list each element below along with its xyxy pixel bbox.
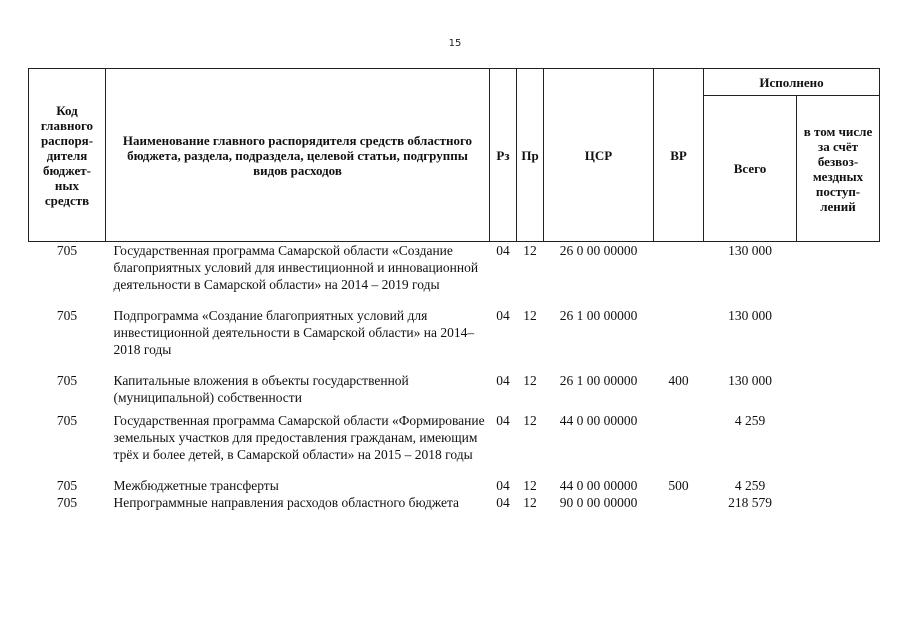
page-number: 15	[448, 38, 462, 49]
cell-total: 130 000	[728, 308, 772, 323]
table-row	[29, 477, 880, 494]
cell-incl	[797, 477, 880, 494]
cell-csr: 44 0 00 00000	[559, 478, 638, 493]
cell-vr	[654, 307, 704, 358]
cell-rz: 04	[496, 478, 510, 493]
cell-vr	[654, 412, 704, 463]
cell-incl	[797, 307, 880, 358]
header-vr: ВР	[654, 69, 704, 242]
table-row	[29, 412, 880, 463]
cell-name: Капитальные вложения в объекты государственной (муниципальной) собственности	[113, 373, 409, 405]
cell-vr: 400	[668, 373, 689, 388]
cell-pr: 12	[523, 495, 537, 510]
cell-total: 130 000	[728, 373, 772, 388]
cell-rz: 04	[496, 373, 510, 388]
cell-rz: 04	[496, 495, 510, 510]
cell-name: Непрограммные направления расходов областного бюджета	[113, 495, 460, 510]
table-row	[29, 307, 880, 358]
cell-rz: 04	[496, 243, 510, 258]
header-pr: Пр	[517, 69, 544, 242]
table-row	[29, 242, 880, 294]
cell-pr: 12	[523, 308, 537, 323]
cell-pr: 12	[523, 373, 537, 388]
cell-pr: 12	[523, 413, 537, 428]
cell-total: 130 000	[728, 243, 772, 258]
table-row	[29, 372, 880, 406]
cell-name: Государственная программа Самарской области «Формирование земельных участков для предоставления гражданам, имеющим трёх и более детей, в Самарской области» на 2015 – 2018 годы	[113, 413, 485, 462]
cell-csr: 90 0 00 00000	[559, 495, 638, 510]
cell-vr	[654, 242, 704, 294]
cell-name: Подпрограмма «Создание благоприятных условий для инвестиционной деятельности в Самарской области» на 2014–2018 годы	[113, 308, 475, 357]
header-rz: Рз	[490, 69, 517, 242]
header-executed: Исполнено	[704, 69, 880, 96]
table-row	[29, 494, 880, 511]
cell-incl	[797, 242, 880, 294]
cell-total: 218 579	[728, 495, 772, 510]
expenditure-table	[28, 68, 880, 511]
cell-incl	[797, 494, 880, 511]
cell-incl	[797, 372, 880, 406]
cell-name: Государственная программа Самарской области «Создание благоприятных условий для инвестиционной и инновационной деятельности в Самарской области» на 2014 – 2019 годы	[113, 243, 479, 292]
cell-incl	[797, 412, 880, 463]
header-name: Наименование главного распорядителя средств областного бюджета, раздела, подраздела, целевой статьи, подгруппы видов расходов	[106, 69, 490, 242]
table-header	[29, 69, 880, 242]
cell-name: Межбюджетные трансферты	[113, 478, 279, 493]
cell-pr: 12	[523, 478, 537, 493]
header-total: Всего	[704, 96, 797, 242]
cell-code: 705	[56, 413, 78, 428]
cell-vr	[654, 494, 704, 511]
cell-code: 705	[56, 495, 78, 510]
cell-csr: 44 0 00 00000	[559, 413, 638, 428]
header-code: Код главного распоря-дителя бюджет-ных средств	[29, 69, 106, 242]
cell-csr: 26 0 00 00000	[559, 243, 638, 258]
header-incl-free: в том числе за счёт безвоз-мездных поступ-лений	[797, 96, 880, 242]
cell-code: 705	[56, 243, 78, 258]
cell-code: 705	[56, 373, 78, 388]
cell-vr: 500	[668, 478, 689, 493]
cell-code: 705	[56, 308, 78, 323]
cell-rz: 04	[496, 413, 510, 428]
cell-csr: 26 1 00 00000	[559, 308, 638, 323]
cell-total: 4 259	[734, 478, 766, 493]
cell-csr: 26 1 00 00000	[559, 373, 638, 388]
cell-pr: 12	[523, 243, 537, 258]
cell-rz: 04	[496, 308, 510, 323]
cell-total: 4 259	[734, 413, 766, 428]
cell-code: 705	[56, 478, 78, 493]
header-csr: ЦСР	[544, 69, 654, 242]
